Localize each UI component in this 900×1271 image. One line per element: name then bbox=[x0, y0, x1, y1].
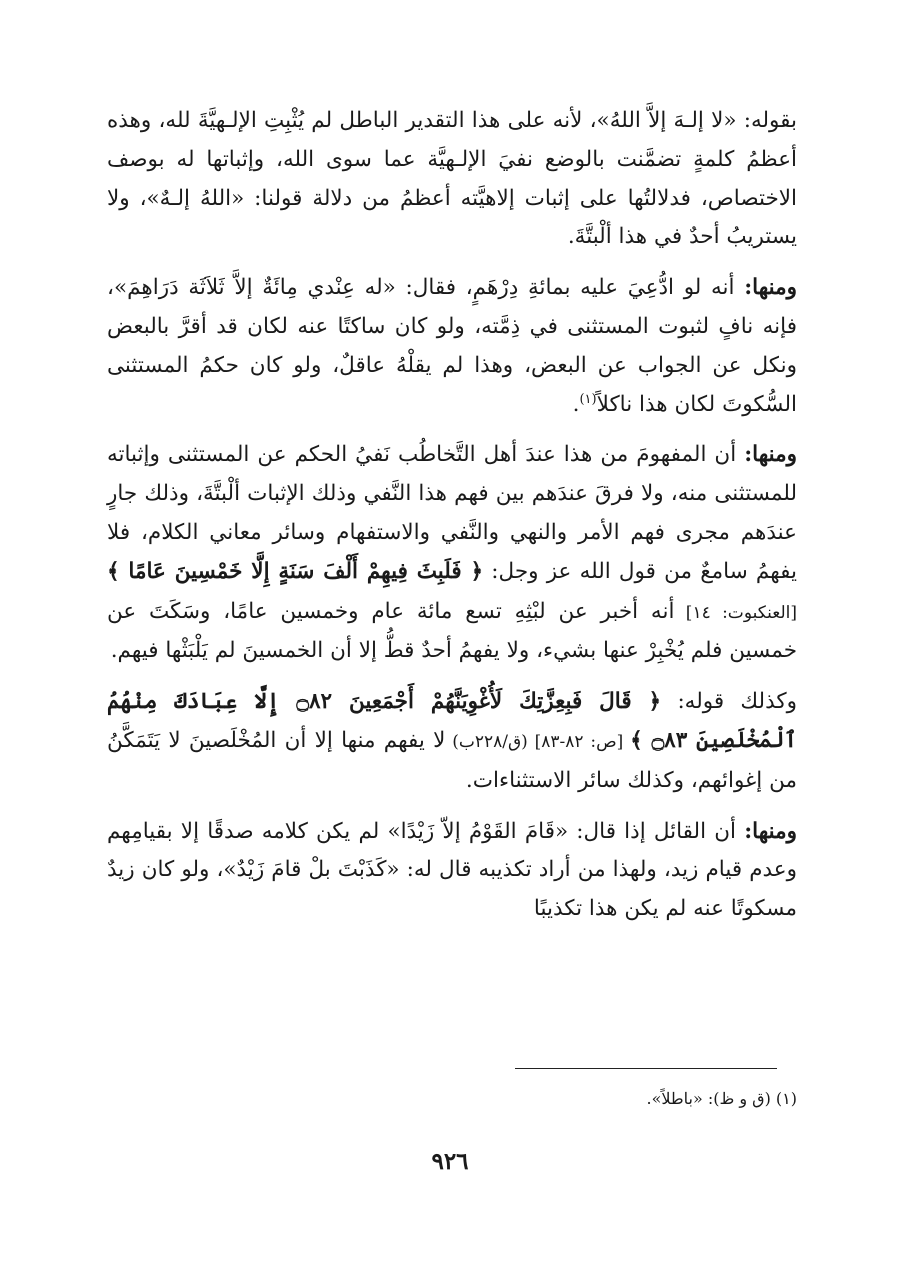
verse-reference-sad: [ص: ٨٢-٨٣] (ق/٢٢٨ب) bbox=[445, 731, 631, 752]
main-text bbox=[107, 102, 797, 941]
paragraph-5-text: أن القائل إذا قال: «قَامَ القَوْمُ إلاّ زَيْدًا» لم يكن كلامه صدقًا إلا بقيامِهم وعدم قيام زيد، ولهذا من أراد تكذيبه قال له: «كَذَبْتَ بلْ قامَ زَيْدٌ»، ولو كان زيدٌ مسكوتًا عنه لم يكن هذا تكذيبًا bbox=[107, 818, 797, 922]
paragraph-2-tail: . bbox=[572, 391, 580, 417]
paragraph-5-lead: ومنها: bbox=[744, 818, 797, 844]
paragraph-3 bbox=[107, 436, 797, 671]
verse-reference-ankabut: [العنكبوت: ١٤] bbox=[674, 602, 797, 623]
paragraph-4-text-cont: لا يفهم منها إلا أن المُخْلَصينَ لا يَتَمَكَّنُ من إغوائهم، وكذلك سائر الاستثناءات. bbox=[107, 727, 797, 793]
page-number: ٩٢٦ bbox=[431, 1148, 469, 1175]
paragraph-1-text: بقوله: «لا إلـهَ إلاَّ اللهُ»، لأنه على هذا التقدير الباطل لم يُثْبِتِ الإلـهيَّةَ لله، وهذه أعظمُ كلمةٍ تضمَّنت بالوضع نفيَ الإلـهيَّة عما سوى الله، وإثباتها له بوصف الاختصاص، فدلالتُها على إثبات إلاهيَّته أعظمُ من دلالة قولنا: «اللهُ إلـهٌ»، ولا يستريبُ أحدٌ في هذا ألْبتَّةَ. bbox=[107, 108, 797, 250]
footnote-divider bbox=[515, 1068, 777, 1069]
footnote: (١) (ق و ظ): «باطلاً». bbox=[646, 1089, 797, 1108]
quran-verse-sad: ﴿ قَالَ فَبِعِزَّتِكَ لَأُغْوِيَنَّهُمْ أَجْمَعِينَ ۝٨٢ إِلَّا عِبَادَكَ مِنْهُمُ ٱلْمُخْلَصِينَ ۝٨٣ ﴾ bbox=[107, 689, 797, 753]
paragraph-2-lead: ومنها: bbox=[744, 275, 797, 301]
paragraph-3-lead: ومنها: bbox=[744, 442, 797, 468]
paragraph-4-text: وكذلك قوله: bbox=[661, 689, 798, 715]
paragraph-5 bbox=[107, 813, 797, 929]
paragraph-3-text: أن المفهومَ من هذا عندَ أهل التَّخاطُب نَفيُ الحكم عن المستثنى وإثباته للمستثنى منه، ولا فرقَ عندَهم بين فهم هذا النَّفي وذلك الإثبات ألْبتَّةَ، وذلك جارٍ عندَهم مجرى فهم الأمر والنهي والنَّفي والاستفهام وسائر معاني الكلام، فلا يفهمُ سامعٌ من قول الله عز وجل: bbox=[107, 442, 797, 584]
paragraph-2-text: أنه لو ادُّعِيَ عليه بمائةِ دِرْهَمٍ، فقال: «له عِنْدي مِائَةٌ إلاَّ ثَلاَثَة دَرَاهِمَ»، فإنه نافٍ لثبوت المستثنى في ذِمَّته، ولو كان ساكتًا عنه لكان قد أقرَّ بالبعض ونكل عن الجواب عن البعض، وهذا لم يقلْهُ عاقلٌ، ولو كان حكمُ المستثنى السُّكوتَ لكان هذا ناكلاً bbox=[107, 275, 797, 417]
footnote-marker: (١) bbox=[579, 391, 597, 407]
paragraph-4 bbox=[107, 683, 797, 800]
paragraph-2 bbox=[107, 269, 797, 424]
paragraph-3-text-cont: أنه أخبر عن لبْثِهِ تسع مائة عام وخمسين عامًا، وسَكَتَ عن خمسين فلم يُخْبِرْ عنها بشيء، ولا يفهمُ أحدٌ قطُّ إلا أن الخمسينَ لم يَلْبَثْها فيهم. bbox=[107, 598, 797, 664]
quran-verse-ankabut: ﴿ فَلَبِثَ فِيهِمْ أَلْفَ سَنَةٍ إِلَّا خَمْسِينَ عَامًا ﴾ bbox=[107, 558, 484, 584]
paragraph-1 bbox=[107, 102, 797, 257]
